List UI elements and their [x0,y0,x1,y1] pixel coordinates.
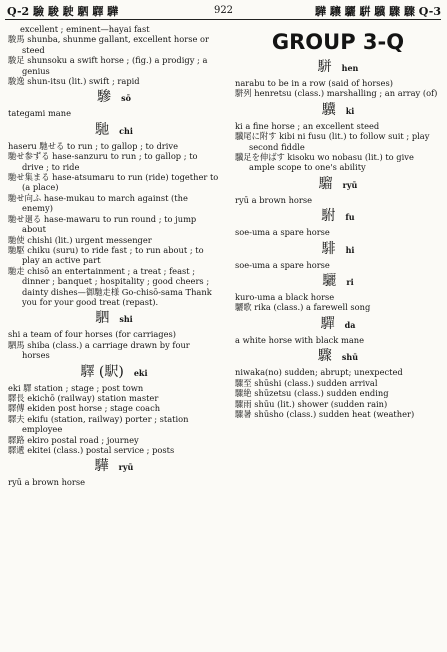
dictionary-entry: 驟雨 shūu (lit.) shower (sudden rain) [235,398,388,409]
page-number: 922 [213,5,234,16]
dictionary-entry: 驛路 ekiro postal road ; journey [8,434,139,445]
kanji-reading: hen [341,63,359,73]
dictionary-entry: soe-uma a spare horse [235,227,330,238]
kanji-reading: eki [133,367,148,378]
kanji-character: 驥 [321,101,336,118]
kanji-reading: sō [121,93,131,104]
dictionary-entry: shi a team of four horses (for carriages) [8,329,177,340]
left-column [8,24,220,488]
dictionary-entry: kuro-uma a black horse [235,292,335,303]
dictionary-entry: 駿馬 shunba, shunme gallant, excellent horse or steed [8,34,209,55]
kanji-character: 駟 [95,310,110,327]
dictionary-entry: 驪歌 rika (class.) a farewell song [235,302,371,313]
kanji-character: 驂 [97,89,112,106]
dictionary-entry: 馳せ集まる hase-atsumaru to run (ride) together to (a place) [8,172,219,193]
kanji-character: 騑 [321,240,336,257]
dictionary-entry: 馳駆 chiku (suru) to ride fast ; to run about ; to play an active part [8,244,204,266]
dictionary-entry: 驛遞 ekitei (class.) postal service ; posts [8,445,175,455]
kanji-reading: ki [345,105,355,116]
dictionary-entry: 驛夫 ekifu (station, railway) porter ; station employee [8,413,189,435]
kanji-reading: fu [345,212,355,223]
kanji-heading [235,207,441,226]
kanji-character: 驪 [322,273,337,290]
kanji-reading: shi [119,314,133,325]
kanji-character: 驊 [94,458,109,475]
kanji-character: 駙 [321,208,336,225]
dictionary-entry: 駟馬 shiba (class.) a carriage drawn by four horses [8,339,190,361]
kanji-character: 驛 (駅) [80,363,124,380]
dictionary-entry: narabu to be in a row (said of horses) [235,78,393,88]
kanji-reading: chi [119,125,133,136]
kanji-heading [235,240,441,259]
dictionary-entry: tategami mane [8,108,72,119]
kanji-heading [8,457,220,476]
dictionary-entry: ki a fine horse ; an excellent steed [235,120,380,131]
dictionary-entry: 駿足 shunsoku a swift horse ; (fig.) a prodigy ; a genius [8,55,208,76]
dictionary-entry: 驛長 ekichō (railway) station master [8,392,159,403]
kanji-reading: shū [341,352,359,363]
dictionary-entry: haseru 馳せる to run ; to gallop ; to drive [8,140,179,151]
dictionary-entry: 駢列 henretsu (class.) marshalling ; an array (of) [235,88,438,99]
page-header [0,0,447,20]
dictionary-entry: niwaka(no) sudden; abrupt; unexpected [235,367,403,378]
dictionary-entry: a white horse with black mane [235,334,365,345]
dictionary-entry: 驟暑 shūsho (class.) sudden heat (weather) [235,408,415,419]
kanji-character: 騮 [318,175,333,192]
kanji-heading [235,175,441,194]
dictionary-entry: ryū a brown horse [235,194,313,205]
dictionary-entry: eki 驛 station ; stage ; post town [8,382,144,393]
dictionary-entry: 驥足を伸ばす kisoku wo nobasu (lit.) to give ample scope to one's ability [235,152,414,173]
dictionary-entry: 駿逸 shun-itsu (lit.) swift ; rapid [8,76,140,87]
right-column [235,24,441,419]
kanji-heading [235,347,441,366]
dictionary-entry: excellent ; eminent—hayai fast [20,24,150,34]
kanji-heading [8,363,220,382]
kanji-heading [235,272,441,291]
dictionary-entry: soe-uma a spare horse [235,259,330,270]
dictionary-entry: 驛傳 ekiden post horse ; stage coach [8,403,161,414]
dictionary-entry: 馳せ向ふ hase-mukau to march against (the enemy) [8,192,188,214]
kanji-character: 駢 [317,59,332,75]
header-left-guide: Q-2 驗 駿 駛 駟 驛 驊 [7,5,119,18]
dictionary-entry: 馳使 chishi (lit.) urgent messenger [8,234,152,245]
dictionary-entry: 驟至 shūshi (class.) sudden arrival [235,377,378,388]
dictionary-entry: 驥尾に附す kibi ni fusu (lit.) to follow suit ; play second fiddle [235,131,430,152]
kanji-character: 馳 [95,121,110,138]
kanji-heading [235,315,441,334]
dictionary-entry: 驟絶 shūzetsu (class.) sudden ending [235,388,389,399]
dictionary-entry: 馳せ廻る hase-mawaru to run round ; to jump about [8,213,197,235]
dictionary-entry: 馳せ参ずる hase-sanzuru to run ; to gallop ; to drive ; to ride [8,151,198,172]
header-rule [5,19,441,20]
kanji-character: 驟 [317,348,332,365]
kanji-reading: hi [345,244,355,255]
kanji-reading: ri [346,277,354,288]
kanji-heading [235,101,441,120]
kanji-reading: da [344,319,356,330]
dictionary-entry: 馳走 chisō an entertainment ; a treat ; feast ; dinner ; banquet ; hospitality ; good cheers ; dainty dishes—御馳走様 Go-chisō-sama Thank you for your good treat (repast). [8,265,212,307]
kanji-heading [8,121,220,140]
group-title: GROUP 3-Q [271,30,405,54]
kanji-reading: ryū [118,462,134,473]
dictionary-entry: ryū a brown horse [8,477,86,488]
kanji-heading [8,309,220,328]
kanji-heading [8,88,220,107]
header-right-guide: 驊 驤 驪 騈 驥 驟 驟 Q-3 [314,5,441,18]
kanji-character: 驒 [320,315,335,332]
kanji-reading: ryū [342,179,358,190]
kanji-heading [235,58,441,77]
